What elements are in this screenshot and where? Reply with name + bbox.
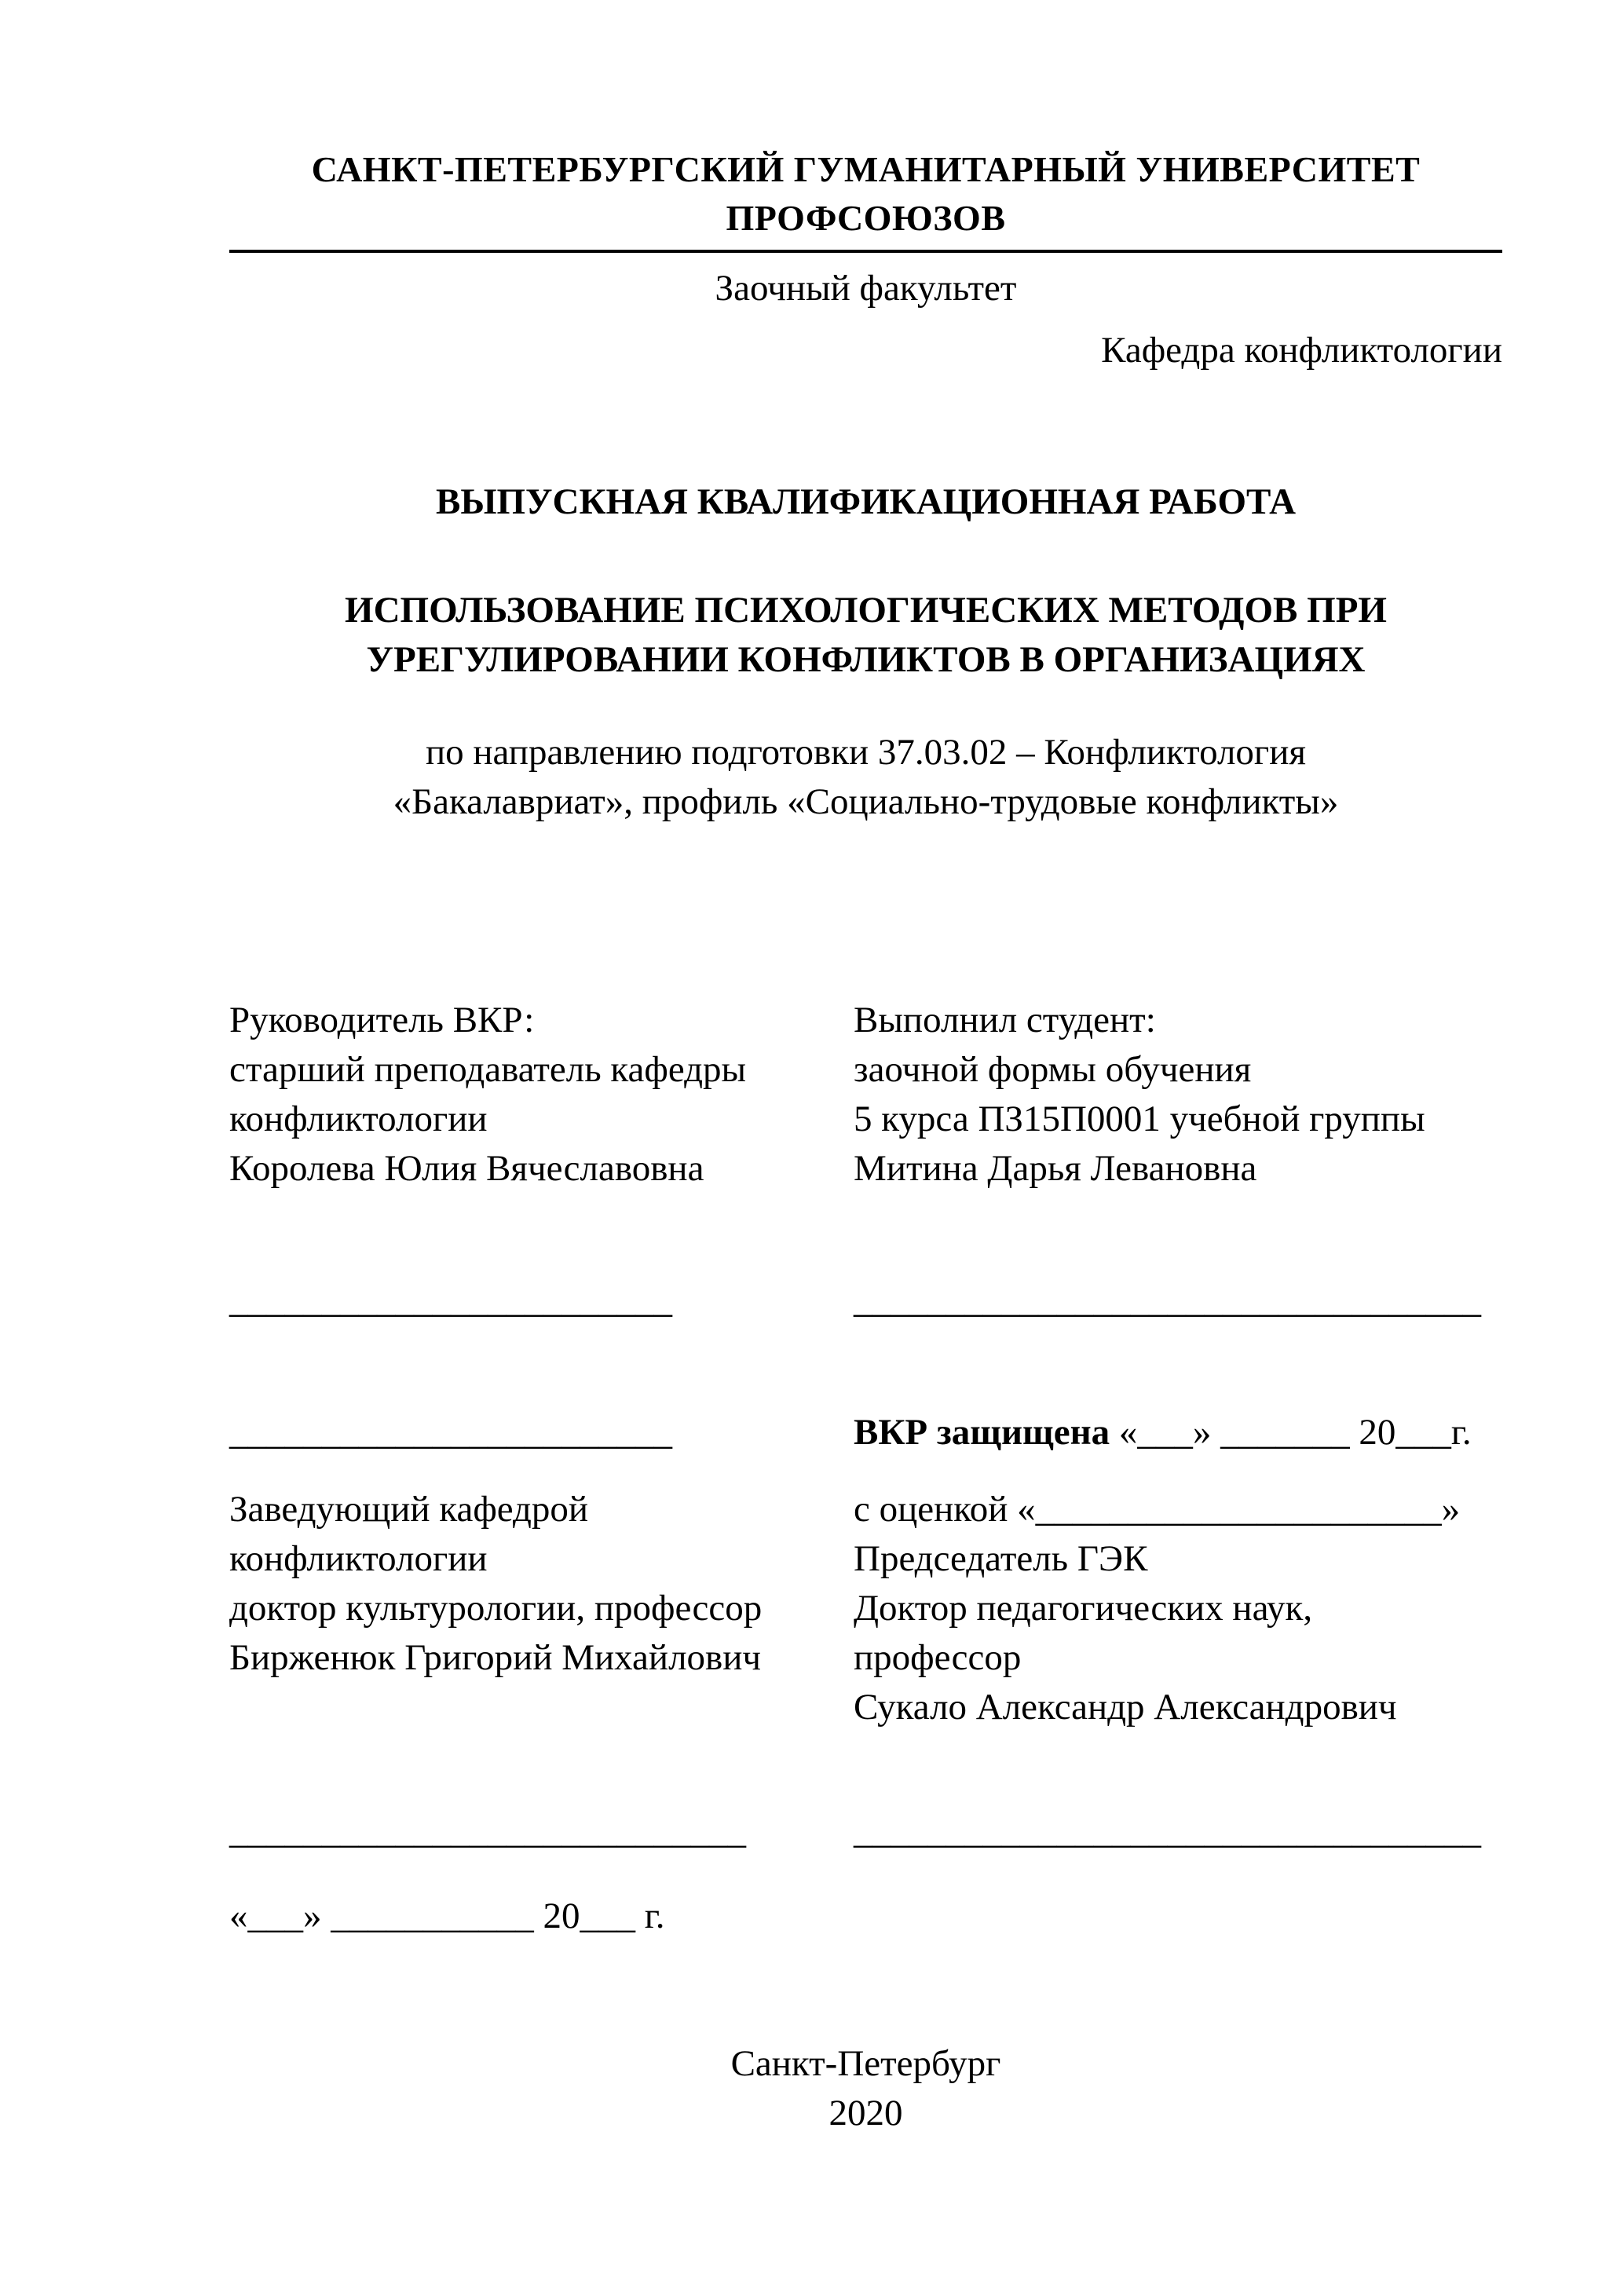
student-role-label: Выполнил студент: xyxy=(854,1000,1156,1041)
chair-signature-line: __________________________________ xyxy=(854,1810,1481,1852)
approval-date-blanks: «___» ___________ 20___ г. xyxy=(229,1895,665,1936)
supervisor-block xyxy=(229,996,814,1194)
supervisor-signature-line: ________________________ xyxy=(229,1279,672,1321)
department-name: Кафедра конфликтологии xyxy=(1101,330,1502,371)
signature-row-1 xyxy=(229,1276,1502,1325)
program-profile: «Бакалавриат», профиль «Социально-трудовые конфликты» xyxy=(393,781,1339,823)
work-type-title: ВЫПУСКНАЯ КВАЛИФИКАЦИОННАЯ РАБОТА xyxy=(435,481,1297,523)
defense-statement xyxy=(854,1408,1502,1457)
thesis-title: ИСПОЛЬЗОВАНИЕ ПСИХОЛОГИЧЕСКИХ МЕТОДОВ ПРИ УРЕГУЛИРОВАНИИ КОНФЛИКТОВ В ОРГАНИЗАЦИЯХ xyxy=(345,590,1387,681)
page-footer xyxy=(229,2039,1502,2138)
approval-section xyxy=(229,1485,1502,1732)
signature-row-3 xyxy=(229,1807,1502,1856)
date-row xyxy=(229,1892,1502,1941)
student-group: 5 курса ПЗ15П0001 учебной группы xyxy=(854,1098,1425,1139)
chair-name: Сукало Александр Александрович xyxy=(854,1686,1397,1727)
grade-blank-line: с оценкой «______________________» xyxy=(854,1488,1461,1530)
defense-date-blanks: «___» _______ 20___г. xyxy=(1110,1411,1472,1453)
student-signature-line: __________________________________ xyxy=(854,1279,1481,1321)
head-role-line2: конфликтологии xyxy=(229,1537,488,1579)
chair-degree-line1: Доктор педагогических наук, xyxy=(854,1587,1313,1629)
committee-block xyxy=(854,1485,1502,1732)
program-direction: по направлению подготовки 37.03.02 – Конфликтология xyxy=(426,732,1306,773)
student-block xyxy=(854,996,1502,1194)
head-signature-line-2: ____________________________ xyxy=(229,1810,746,1852)
student-study-form: заочной формы обучения xyxy=(854,1049,1252,1090)
supervisor-position-line1: старший преподаватель кафедры xyxy=(229,1049,747,1090)
head-name: Бирженюк Григорий Михайлович xyxy=(229,1636,762,1678)
footer-city: Санкт-Петербург xyxy=(730,2042,1001,2084)
university-name: САНКТ-ПЕТЕРБУРГСКИЙ ГУМАНИТАРНЫЙ УНИВЕРСИТЕТ ПРОФСОЮЗОВ xyxy=(229,145,1502,253)
page-header xyxy=(229,145,1502,375)
head-degree-line: доктор культурологии, профессор xyxy=(229,1587,763,1629)
supervisor-name: Королева Юлия Вячеславовна xyxy=(229,1147,704,1189)
footer-year: 2020 xyxy=(828,2092,903,2133)
supervisor-position-line2: конфликтологии xyxy=(229,1098,488,1139)
people-info-section xyxy=(229,996,1502,1194)
program-info xyxy=(229,728,1502,827)
faculty-name: Заочный факультет xyxy=(715,268,1017,309)
department-head-block xyxy=(229,1485,814,1683)
signature-row-2 xyxy=(229,1408,1502,1457)
defense-label: ВКР защищена xyxy=(854,1411,1110,1453)
head-role-line1: Заведующий кафедрой xyxy=(229,1488,589,1530)
committee-chair-label: Председатель ГЭК xyxy=(854,1537,1148,1579)
student-name: Митина Дарья Левановна xyxy=(854,1147,1257,1189)
chair-degree-line2: профессор xyxy=(854,1636,1022,1678)
department-head-signature-line: ________________________ xyxy=(229,1411,672,1453)
supervisor-role-label: Руководитель ВКР: xyxy=(229,1000,535,1041)
